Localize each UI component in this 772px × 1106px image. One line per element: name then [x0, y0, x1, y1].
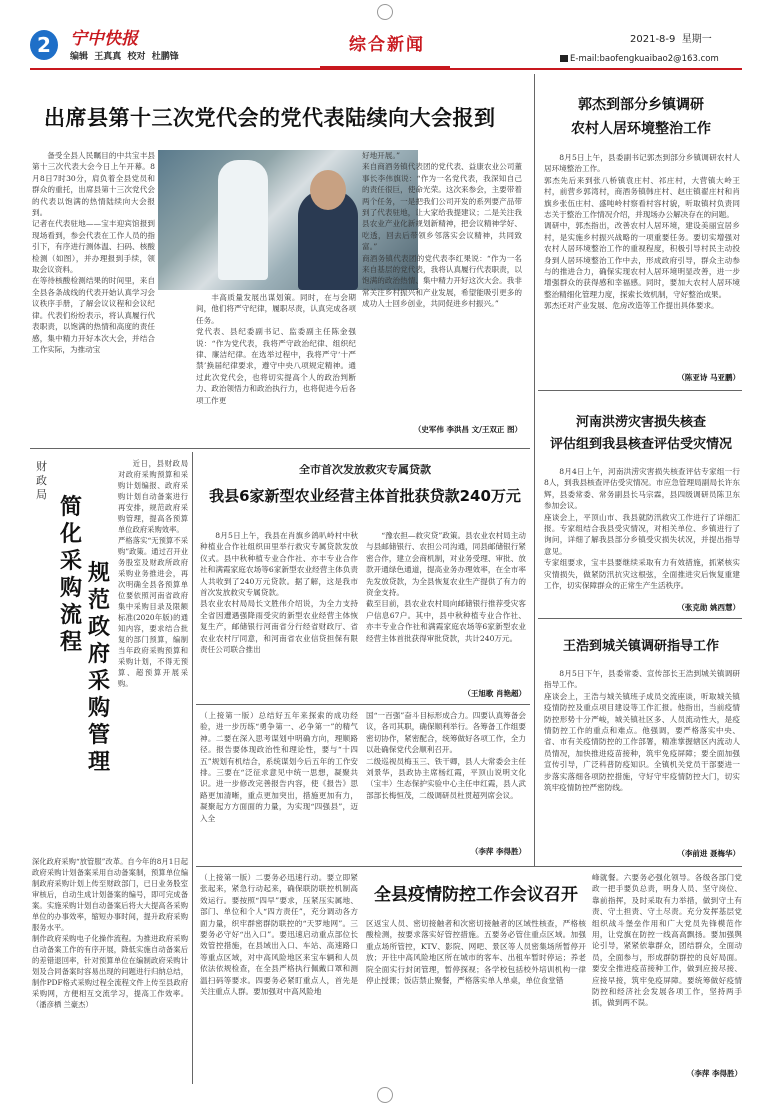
- right2-body: 8月4日上午，河南洪涝灾害损失核查评估专家组一行8人，到我县核查评估受灾情况。市应急管理局副局长许东辉，县委常委、常务副县长马宗霖，县四级调研员陈卫东参加会议。 座谈会上，平顶山市、我县就防汛救灾工作进行了详细汇报。专家组结合我县受灾情况，对相关单位、乡镇进行了询问，详细了解我县部分乡镇受灾损失状况，并提出指导意见。 专家组要求，宝丰县要继续采取有力有效措施，抓紧核实灾情损失，做紧防汛抗灾这根弦，全面推进灾后恢复重建工作，切实保障群众的正常生产生活秩序。: [544, 467, 740, 591]
- covid-col2: 区返宝人员、密切接触者和次密切接触者的区域性核查，严格核酸检测，按要求落实好管控措施。五要务必管住重点区域。加强重点场所管控，KTV、影院、网吧、景区等人员密集场所暂停开放；开往中高风险地区所在城市的客车、出租车暂时停运；养老院全面实行封闭管理，暂停探视；各学校包括校外培训机构一律停止授课；饭店禁止聚餐，严格落实单人单桌，单位食堂错: [366, 919, 586, 986]
- right2-headline-1: 河南洪涝灾害损失核查: [575, 415, 706, 430]
- lead-col1: 备受全县人民瞩目的中共宝丰县第十三次代表大会今日上午开幕。8月8日7时30分，肩负着全县党员和群众的重托，出席县第十三次党代会的代表以饱满的热情陆续向大会报到。 记者在代表驻地——宝丰迎宾馆报到现场看到，参会代表在工作人员的指引下，有序进行测体温、扫码、核酸检测（如图），并办理报到手续，领取会议资料。 在等待核酸检测结果的时间里，来自全县各条战线的代表开始认真学习会议秩序手册，了解会议议程和会议纪律。代表们纷纷表示，将认真履行代表职责，以饱满的热情和高度的责任感，集中精力开好本次大会，并结合工作实际，为推动宝: [32, 151, 155, 354]
- finance-body: 近日，县财政局对政府采购预算和采购计划编报、政府采购计划自动备案进行再安排，规范政府采购管理，提高各预算单位政府采购效率。 严格落实“无预算不采购”政策。通过召开业务股室及财政所政府采购业务推进会，再次明确全县各预算单位要依照河南省政府集中采购目录及限额标准(2020年版)的通知内容，要求结合批复的部门预算，编制当年政府采购预算和采购计划，不得无预算、超预算开展采购。: [118, 459, 188, 688]
- contd-byline: （李萍 李得胜）: [470, 847, 526, 856]
- divider-finance: [192, 452, 193, 1084]
- loan-col2: “豫农担—救灾贷”政策。县农业农村局主动与县邮储银行、农担公司沟通，同县邮储银行紧密合作，建立会商机制，对业务受理、审批、放款开通绿色通道，提高业务办理效率，在全市率先发放贷款，为全县恢复农业生产提供了有力的资金支持。 截至目前，县农业农村局向邮储银行推荐受灾客户信息67户。其中，县中秋种植专业合作社、亦丰专业合作社和满霞家庭农场等6家新型农业经营主体首批获得审批贷款，共计240万元。: [366, 531, 526, 643]
- divider-loan: [196, 704, 530, 705]
- section-underline: [320, 62, 450, 68]
- right1-headline-2: 农村人居环境整治工作: [571, 121, 711, 137]
- loan-kicker: 全市首次发放救灾专属贷款: [299, 464, 431, 476]
- right3-headline: 王浩到城关镇调研指导工作: [562, 639, 719, 654]
- header-rule: [30, 68, 742, 70]
- right1-body: 8月5日上午，县委副书记郭杰到部分乡镇调研农村人居环境整治工作。 郭杰先后来到张八桥镇袁庄村、祁庄村，大营镇大岭王村，前营乡郭湾村，商酒务镇韩庄村、赵庄镇翟庄村和肖旗乡张伍庄村、盛吨岭村察看村容村貌，听取镇村负责同志关于整治工作情况介绍，并现场办公解决存在的问题。 调研中，郭杰指出，改善农村人居环境，建设美丽宜居乡村，是实施乡村振兴战略的一项重要任务。要切实增强对农村人居环境整治工作的重视程度，积极引导村民主动投身到人居环境整治工作中去，形成政府引导，群众主动参与的推进合力，确保实现农村人居环境明显改善，进一步增强群众的获得感和幸福感。同时，要加大农村人居环境整治精细化管理力度，探索长效机制，守好整治成果。 郭杰还对产业发展、危房改造等工作提出具体要求。: [544, 153, 740, 311]
- divider-contd: [196, 866, 742, 867]
- section-title: 综合新闻: [349, 35, 425, 55]
- registration-mark-bottom: [377, 1087, 393, 1103]
- photo-figure-worker: [218, 160, 268, 280]
- right2-headline-2: 评估组到我县核查评估受灾情况: [549, 437, 732, 452]
- photo-face: [310, 170, 346, 210]
- loan-byline: （王旭歌 肖艳超）: [463, 689, 526, 698]
- lead-byline: （史军伟 李洪昌 文/王双正 图）: [413, 425, 522, 434]
- right3-body: 8月5日下午，县委常委、宣传部长王浩到城关镇调研指导工作。 座谈会上，王浩与城关镇班子成员交流座谈，听取城关镇疫情防控及重点项目建设等工作汇报。他指出，当前疫情防控形势十分严峻，城关镇社区多、人员流动性大，是疫情防控工作的重点和难点。他强调，要严格落实中央、省、市有关疫情防控的工作部署，精准掌握辖区内流动人员情况，加快推进疫苗接种，筑牢免疫屏障；要全面加强宣传引导，广泛科普防疫知识。全镇机关党员干部要进一步落实落细各项防控措施，守好守牢疫情防控大门，切实筑牢疫情防控严密防线。: [544, 669, 740, 793]
- finance-tag: 财政局: [36, 460, 47, 501]
- divider-right: [534, 74, 535, 866]
- right2-byline: （张克勋 姚西慧）: [677, 603, 740, 612]
- covid-byline: （李萍 李得胜）: [686, 1069, 742, 1078]
- covid-headline: 全县疫情防控工作会议召开: [374, 885, 578, 905]
- staff-credits: 编辑 王真真 校对 杜鹏锋: [70, 52, 179, 62]
- divider-right2: [538, 618, 742, 619]
- mail-icon: [560, 55, 568, 62]
- contd-col2: 国“一百强”奋斗目标形成合力。四要认真筹备会议，各司其职，确保顺利举行。各筹备工作组要密切协作，紧密配合，统筹做好各项工作，全力以赴确保党代会顺利召开。 二级巡视员梅玉三、铁干卿，县人大常委会主任刘景华，县政协主席杨红霞，平顶山说明文化（宝丰）生态保护实验中心主任申红霞，县人武部部长梅恒茂，二级调研员杜贯超列席会议。: [366, 711, 526, 800]
- divider-lead: [30, 448, 530, 449]
- lead-headline: 出席县第十三次党代会的党代表陆续向大会报到: [44, 106, 496, 130]
- lead-col2: 丰高质量发展出谋划策。同时，在与会期间，他们将严守纪律，履职尽责，认真完成各项任务。 党代表、县纪委副书记、监委副主任陈金强说：“作为党代表，我将严守政治纪律、组织纪律、廉洁纪律。在选举过程中，我将严守‘十严禁’换届纪律要求，遵守中央八项规定精神。通过此次党代会，也将切实提高个人的政治判断力、政治领悟力和政治执行力，也将促进今后各项工作更: [196, 293, 356, 405]
- email-address: [560, 54, 719, 66]
- right3-byline: （李前进 聂梅华）: [677, 849, 740, 858]
- covid-col3: 峰就餐。六要务必强化领导。各级各部门党政一把手要负总责，明身人员、坚守岗位、靠前指挥，及时采取有力举措，做到守土有责、守土担责、守土尽责。充分发挥基层党组织战斗堡垒作用和广大党员先锋模范作用，让党旗在防控一线高高飘扬。要加强舆论引导，紧紧依靠群众，团结群众，全面动员，全面参与，形成群防群控的良好局面。要安全推进疫苗接种工作，做到应接尽接、应接早接，筑牢免疫屏障。要统筹做好疫情防控和经济社会发展各项工作，坚持两手抓，做到两不误。: [592, 873, 742, 1008]
- issue-date: 2021-8-9 星期一: [630, 34, 712, 45]
- page-number-badge: 2: [30, 30, 58, 60]
- registration-mark-top: [377, 4, 393, 20]
- paper-logo: 宁中快报: [70, 29, 138, 49]
- finance-headline-1: 简化采购流程: [60, 495, 83, 655]
- right1-byline: （陈亚诗 马亚鹏）: [677, 373, 740, 382]
- loan-col1: 8月5日上午，我县在肖旗乡鸽叭岭村中秋种植业合作社组织田里举行救灾专属贷款发放仪式。县中秋种植专业合作社、亦丰专业合作社和满霞家庭农场等6家新型农业经营主体负责人共收到了240万元贷款。据了解，这是我市首次发放救灾专属贷款。 县农业农村局局长文胜伟介绍说，为全力支持全省因遭遇强降雨受灾的新型农业经营主体恢复生产，邮储银行河南省分行经省财政厅、省农业农村厅同意，和河南省农业信贷担保有限责任公司联合推出: [200, 531, 358, 655]
- right1-headline-1: 郭杰到部分乡镇调研: [578, 97, 704, 113]
- finance-body-lower: 深化政府采购“放管服”改革。自今年的8月1日起政府采购计划备案采用自动备案制，预算单位编制政府采购计划上传至财政部门，已日业务股室审核后，自动生成计划备案的编号，即可完成备案。实施采购计划自动备案后将大大提高各采购单位的办事效率，缩短办事时间，提升政府采购服务水平。 制作政府采购电子化操作流程。为推进政府采购自动备案工作的有序开展，降低实施自动备案后的差错退回率，针对预算单位在编制政府采购计划及合同备案时容易出现的问题进行归纳总结，制作PDF格式采购过程全流程文件上传至县政府采购网，方便相互交流学习，提高工作效率。 （潘彦栖 兰豪杰）: [32, 857, 188, 1009]
- divider-right1: [538, 390, 742, 391]
- lead-col3: 好地开展。” 来自商酒务镇代表团的党代表、益康农业公司董事长李伟旗说：“作为一名党代表，我深知自己的责任很巨，使命光荣。这次来参会，主要带着两个任务，一是把我们公司开发的系列要产品带到了代表驻地，让大家给我提建议；二是关注我县农业产业化新规划新精神，把会议精神学好、吃透，回去后带领乡邻落实会议精神，共同致富。” 商酒务镇代表团的党代表李红果说：“作为一名来自基层的党代表，我将认真履行代表职责，以饱满的政治热情、集中精力开好这次大会。我非常关注乡村振兴和产业发展，希望能吸引更多的成功人士回乡创业，共同促进乡村振兴。”: [362, 151, 522, 309]
- email-text: E-mail:baofengkuaibao2@163.com: [570, 54, 719, 64]
- covid-col1: （上接第一版）二要务必迅速行动。要立即紧张起来，紧急行动起来，确保联防联控机制高效运行。要按照“四早”要求，压紧压实属地、部门、单位和个人“四方责任”，充分调动各方面力量，织牢群密群防联控的“天罗地网”。三要务必守好“出入口”。要迅速启动重点部位长效管控措施，在县域出入口、车站、高速路口等重点区域，对中高风险地区来宝车辆和人员依法依规检查，在全县严格执行佩戴口罩和测温扫码等要求。四要务必紧盯重点人，首先是关注重点人群。要加强对中高风险地: [200, 873, 358, 997]
- contd-col1: （上接第一版）总结好五年来探索的成功经验，进一步历练“勇争第一、必争第一”的精气神。二要在深入思考谋划中明确方向，理顺路径。报告要体现政治性和理论性，要与“十四五”规划有机结合，系统谋划今后五年的工作安排。三要在“泛征求意见中统一思想，凝聚共识。进一步修改完善报告内容，使《报告》思路更加清晰，重点更加突出，措施更加有力，凝聚起方方面面的力量，为实现“四强县”，迈入全: [200, 711, 358, 823]
- finance-headline-2: 规范政府采购管理: [88, 561, 111, 775]
- loan-headline: 我县6家新型农业经营主体首批获贷款240万元: [209, 487, 521, 505]
